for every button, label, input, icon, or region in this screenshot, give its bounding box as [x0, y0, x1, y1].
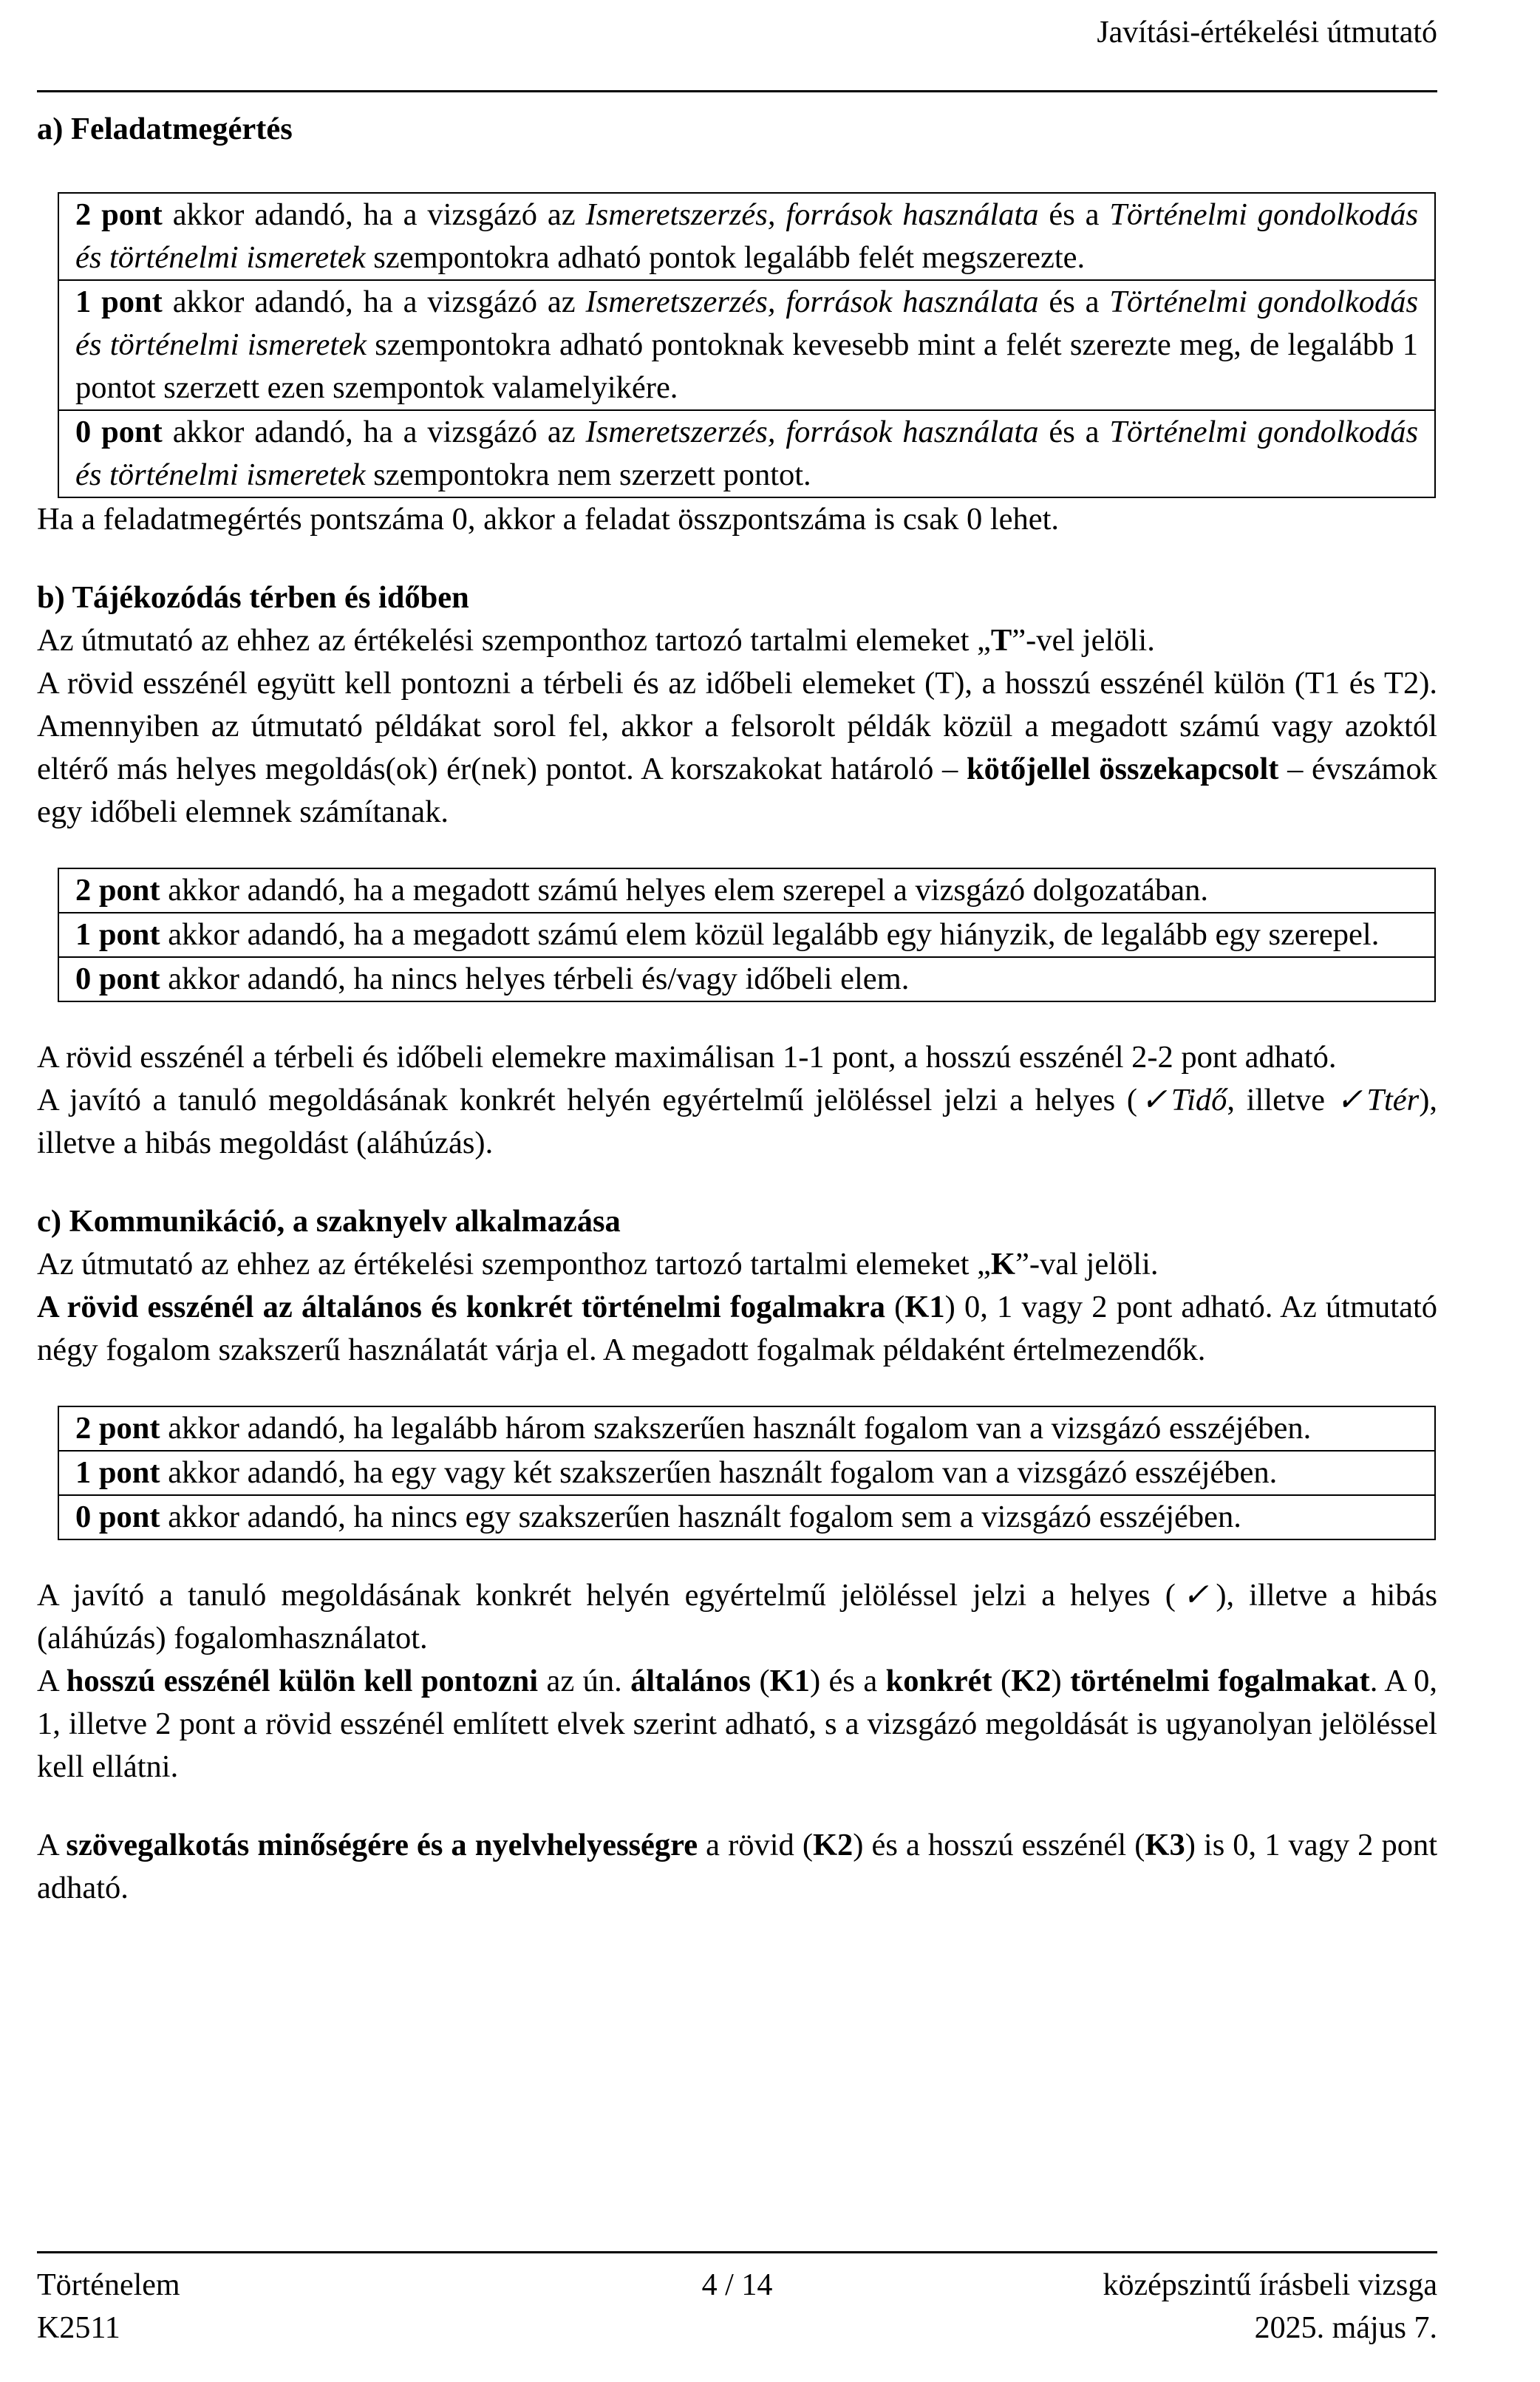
points-label: 1 pont: [75, 1455, 160, 1490]
section-b-row-1: 1 pont akkor adandó, ha a megadott számú elem közül legalább egy hiányzik, de legalább egy szerepel.: [59, 912, 1434, 956]
header-title: Javítási-értékelési útmutató: [1097, 16, 1437, 50]
footer-date: 2025. május 7.: [1254, 2311, 1437, 2345]
section-c-scoring-box: [58, 1406, 1436, 1540]
section-b-row-0: 0 pont akkor adandó, ha nincs helyes térbeli és/vagy időbeli elem.: [59, 956, 1434, 1001]
header-rule: [37, 90, 1437, 92]
section-c-row-2: 2 pont akkor adandó, ha legalább három szakszerűen használt fogalom van a vizsgázó esszéjében.: [75, 1411, 1312, 1446]
section-c-heading: c) Kommunikáció, a szaknyelv alkalmazása: [37, 1204, 621, 1239]
footer-exam: középszintű írásbeli vizsga: [1103, 2268, 1437, 2302]
section-b-paragraph-4: A javító a tanuló megoldásának konkrét helyén egyértelmű jelöléssel jelzi a helyes (✓Tidő, illetve ✓Ttér), illetve a hibás megoldást (aláhúzás).: [37, 1083, 1437, 1160]
checkmark-tido: ✓Tidő: [1137, 1083, 1227, 1117]
points-label: 2 pont: [75, 1411, 160, 1446]
section-a-row-1: 1 pont akkor adandó, ha a vizsgázó az Ismeretszerzés, források használata és a Történelmi gondolkodás és történelmi ismeretek szempontokra adható pontoknak kevesebb mint a felét szerezte meg, de legalább 1 pontot szerzett ezen szempontok valamelyikére.: [59, 279, 1434, 409]
section-b-scoring-box: [58, 868, 1436, 1002]
checkmark-icon: ✓: [1175, 1578, 1216, 1613]
points-label: 0 pont: [75, 1500, 160, 1534]
document-page: [37, 0, 1437, 2382]
checkmark-tter: ✓Ttér: [1336, 1083, 1420, 1117]
section-a-row-2: 2 pont akkor adandó, ha a vizsgázó az Ismeretszerzés, források használata és a Történelmi gondolkodás és történelmi ismeretek szempontokra adható pontok legalább felét megszerezte.: [75, 197, 1418, 275]
section-b-paragraph-2: A rövid esszénél együtt kell pontozni a térbeli és az időbeli elemeket (T), a hosszú esszénél külön (T1 és T2). Amennyiben az útmutató példákat sorol fel, akkor a felsorolt példák közül a megadott számú vagy azoktól eltérő más helyes megoldás(ok) ér(nek) pontot. A korszakokat határoló – kötőjellel összekapcsolt – évszámok egy időbeli elemnek számítanak.: [37, 666, 1437, 829]
section-c-paragraph-5: A szövegalkotás minőségére és a nyelvhelyességre a rövid (K2) és a hosszú esszénél (K3) is 0, 1 vagy 2 pont adható.: [37, 1828, 1438, 1905]
section-b-paragraph-1: Az útmutató az ehhez az értékelési szemponthoz tartozó tartalmi elemeket „T”-vel jelöli.: [37, 623, 1155, 658]
footer-rule: [37, 2251, 1437, 2253]
section-c-row-0: 0 pont akkor adandó, ha nincs egy szakszerűen használt fogalom sem a vizsgázó esszéjében.: [59, 1494, 1434, 1539]
section-c-row-1: 1 pont akkor adandó, ha egy vagy két szakszerűen használt fogalom van a vizsgázó esszéjében.: [59, 1450, 1434, 1494]
section-a-row-0: 0 pont akkor adandó, ha a vizsgázó az Ismeretszerzés, források használata és a Történelmi gondolkodás és történelmi ismeretek szempontokra nem szerzett pontot.: [59, 409, 1434, 497]
section-c-paragraph-3: A javító a tanuló megoldásának konkrét helyén egyértelmű jelöléssel jelzi a helyes (✓), illetve a hibás (aláhúzás) fogalomhasználatot.: [37, 1578, 1437, 1656]
section-c-paragraph-4: A hosszú esszénél külön kell pontozni az ún. általános (K1) és a konkrét (K2) történelmi fogalmakat. A 0, 1, illetve 2 pont a rövid esszénél említett elvek szerint adható, s a vizsgázó megoldását is ugyanolyan jelöléssel kell ellátni.: [37, 1664, 1438, 1784]
section-a-heading: a) Feladatmegértés: [37, 112, 293, 146]
document-body: [37, 108, 1437, 1910]
points-label: 0 pont: [75, 962, 160, 996]
points-label: 1 pont: [75, 917, 160, 952]
section-b-heading: b) Tájékozódás térben és időben: [37, 580, 469, 615]
section-c-paragraph-1: Az útmutató az ehhez az értékelési szemponthoz tartozó tartalmi elemeket „K”-val jelöli.: [37, 1247, 1159, 1282]
points-label: 0 pont: [75, 415, 163, 449]
section-a-scoring-box: [58, 192, 1436, 498]
footer-code: K2511: [37, 2311, 120, 2345]
points-label: 2 pont: [75, 197, 163, 232]
footer-page-number: 4 / 14: [701, 2268, 773, 2302]
section-c-paragraph-2: A rövid esszénél az általános és konkrét történelmi fogalmakra (K1) 0, 1 vagy 2 pont adható. Az útmutató négy fogalom szakszerű használatát várja el. A megadott fogalmak példaként értelmezendők.: [37, 1290, 1438, 1367]
points-label: 1 pont: [75, 285, 163, 319]
section-b-paragraph-3: A rövid esszénél a térbeli és időbeli elemekre maximálisan 1-1 pont, a hosszú esszénél 2-2 pont adható.: [37, 1040, 1337, 1075]
footer-subject: Történelem: [37, 2268, 180, 2302]
section-a-note: Ha a feladatmegértés pontszáma 0, akkor a feladat összpontszáma is csak 0 lehet.: [37, 502, 1060, 537]
section-b-row-2: 2 pont akkor adandó, ha a megadott számú helyes elem szerepel a vizsgázó dolgozatában.: [75, 873, 1208, 908]
points-label: 2 pont: [75, 873, 160, 908]
